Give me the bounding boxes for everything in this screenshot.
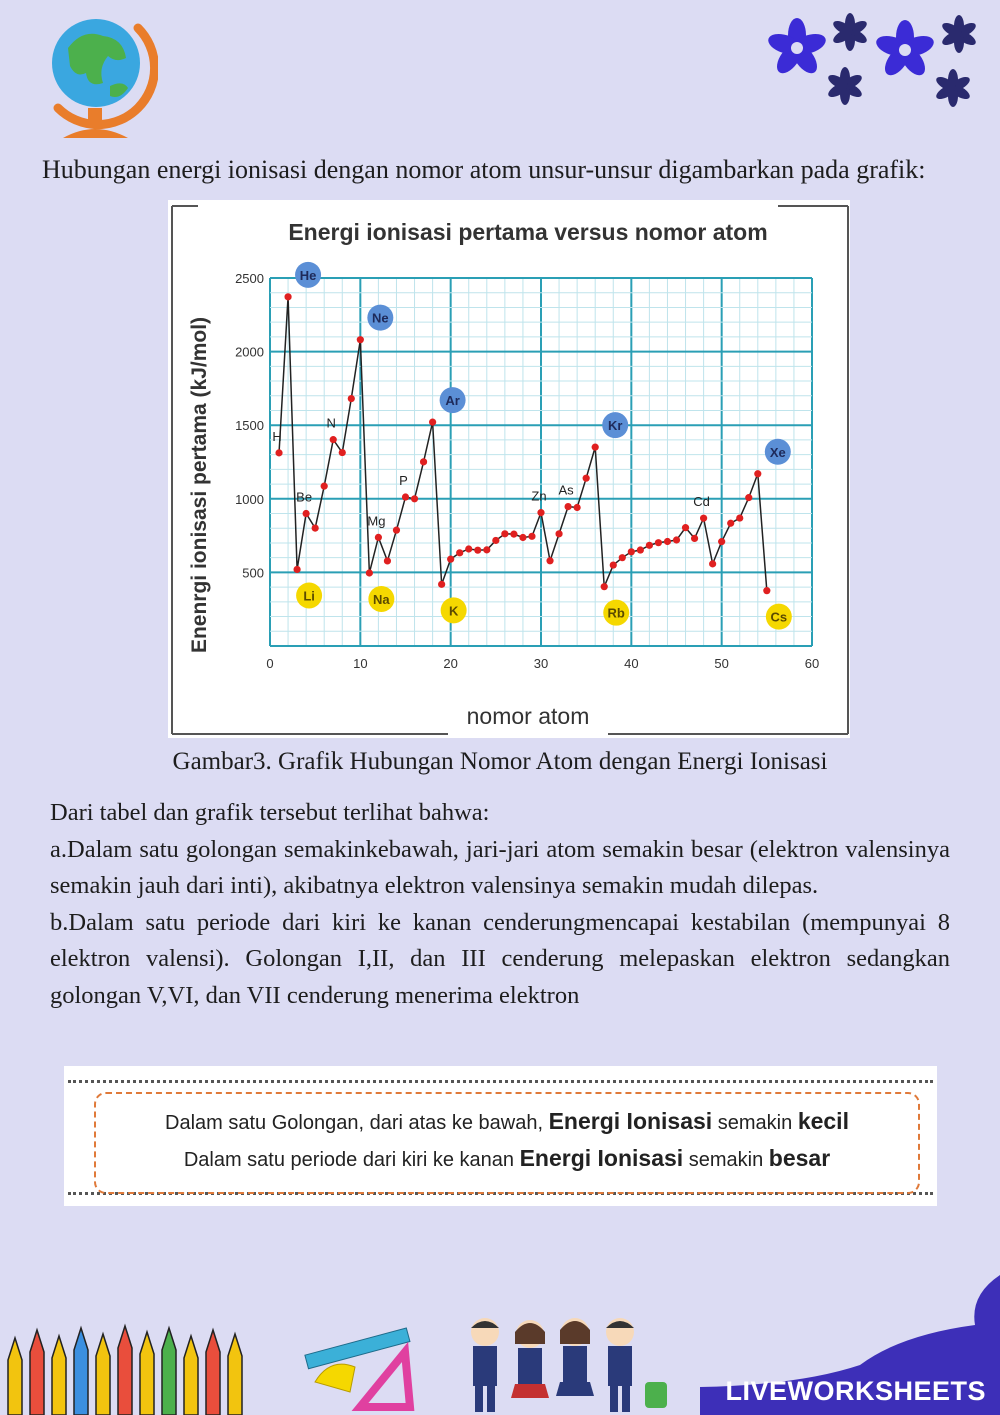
data-point xyxy=(429,419,436,426)
element-label: N xyxy=(326,415,336,431)
ruler-triangle-icon xyxy=(300,1312,420,1412)
data-point xyxy=(284,293,291,300)
body-point-a: a.Dalam satu golongan semakinkebawah, jari-jari atom semakin besar (elektron valensinya semakin jauh dari inti), akibatnya elektron valensinya semakin mudah dilepas. xyxy=(50,835,950,899)
data-point xyxy=(447,556,454,563)
element-label: Mg xyxy=(367,513,386,529)
data-point xyxy=(528,533,535,540)
data-point xyxy=(574,504,581,511)
data-point xyxy=(583,475,590,482)
data-point xyxy=(312,524,319,531)
element-label: Xe xyxy=(769,444,786,460)
data-point xyxy=(592,444,599,451)
summary-box xyxy=(64,1066,937,1206)
data-point xyxy=(664,538,671,545)
data-point xyxy=(501,530,508,537)
data-point xyxy=(565,503,572,510)
data-point xyxy=(601,583,608,590)
data-point xyxy=(628,548,635,555)
data-point xyxy=(330,436,337,443)
element-label: Cs xyxy=(770,609,788,625)
data-point xyxy=(375,534,382,541)
summary-line-1: Dalam satu Golongan, dari atas ke bawah, Energi Ionisasi semakin kecil xyxy=(165,1108,849,1134)
element-label: K xyxy=(448,603,459,619)
body-intro: Dari tabel dan grafik tersebut terlihat bahwa: xyxy=(50,799,490,826)
body-point-b: b.Dalam satu periode dari kiri ke kanan cenderungmencapai kestabilan (mempunyai 8 elektron valensi). Golongan I,II, dan III cenderung melepaskan elektron sedangkan golongan V,VI, dan VII cenderung menerima elektron xyxy=(50,908,950,1009)
data-point xyxy=(348,395,355,402)
data-point xyxy=(637,546,644,553)
data-point xyxy=(411,495,418,502)
data-point xyxy=(321,483,328,490)
data-point xyxy=(393,527,400,534)
data-point xyxy=(745,494,752,501)
element-label: Li xyxy=(303,588,315,604)
chart-xlabel: nomor atom xyxy=(466,703,590,729)
y-tick-label: 2000 xyxy=(235,344,264,360)
y-tick-label: 500 xyxy=(242,565,264,581)
ionization-chart xyxy=(168,200,850,738)
intro-text: Hubungan energi ionisasi dengan nomor atom unsur-unsur digambarkan pada grafik: xyxy=(42,155,926,184)
data-point xyxy=(610,561,617,568)
element-label: Zn xyxy=(531,488,547,504)
data-point xyxy=(682,524,689,531)
liveworksheets-watermark: LIVEWORKSHEETS xyxy=(725,1376,986,1406)
data-point xyxy=(474,547,481,554)
data-point xyxy=(357,336,364,343)
data-point xyxy=(275,449,282,456)
x-tick-label: 0 xyxy=(266,656,274,671)
data-point xyxy=(510,531,517,538)
data-point xyxy=(384,557,391,564)
chart-ylabel: Enenrgi ionisasi pertama (kJ/mol) xyxy=(188,316,211,654)
data-point xyxy=(483,546,490,553)
data-point xyxy=(366,569,373,576)
data-point xyxy=(763,587,770,594)
data-point xyxy=(339,449,346,456)
element-label: As xyxy=(558,482,574,498)
globe-icon xyxy=(28,8,158,148)
chart-title: Energi ionisasi pertama versus nomor atom xyxy=(288,219,768,245)
data-point xyxy=(420,458,427,465)
data-point xyxy=(727,520,734,527)
x-tick-label: 50 xyxy=(714,656,729,671)
data-point xyxy=(673,536,680,543)
element-label: H xyxy=(272,428,282,444)
element-label: Cd xyxy=(693,494,710,510)
element-label: Ne xyxy=(372,310,389,326)
y-tick-label: 2500 xyxy=(235,271,264,286)
element-label: Be xyxy=(296,489,313,505)
data-point xyxy=(546,557,553,564)
data-point xyxy=(492,537,499,544)
summary-frame xyxy=(94,1092,920,1194)
x-tick-label: 20 xyxy=(443,656,458,671)
students-icon xyxy=(455,1310,675,1415)
x-tick-label: 60 xyxy=(804,656,820,671)
chart-container xyxy=(168,200,850,738)
element-label: Rb xyxy=(607,605,625,621)
element-label: Kr xyxy=(607,418,623,434)
data-point xyxy=(537,509,544,516)
pencils-icon xyxy=(0,1320,260,1415)
data-point xyxy=(709,560,716,567)
y-tick-label: 1000 xyxy=(235,491,264,507)
summary-line-2: Dalam satu periode dari kiri ke kanan Energi Ionisasi semakin besar xyxy=(183,1145,831,1171)
figure-caption: Gambar3. Grafik Hubungan Nomor Atom dengan Energi Ionisasi xyxy=(172,748,828,775)
x-tick-label: 40 xyxy=(624,656,639,671)
data-point xyxy=(438,581,445,588)
data-point xyxy=(700,515,707,522)
data-point xyxy=(646,542,653,549)
data-point xyxy=(456,549,463,556)
data-point xyxy=(691,535,698,542)
data-point xyxy=(718,538,725,545)
data-point xyxy=(555,530,562,537)
element-label: P xyxy=(399,473,408,489)
data-point xyxy=(655,539,662,546)
data-point xyxy=(303,510,310,517)
data-point xyxy=(465,545,472,552)
y-tick-label: 1500 xyxy=(235,418,264,434)
data-point xyxy=(294,566,301,573)
data-point xyxy=(754,470,761,477)
data-point xyxy=(519,534,526,541)
data-point xyxy=(402,493,409,500)
data-point xyxy=(736,514,743,521)
data-point xyxy=(619,554,626,561)
flower-icons xyxy=(765,10,985,110)
element-label: He xyxy=(299,267,317,283)
body-text xyxy=(50,795,950,1014)
x-tick-label: 30 xyxy=(533,656,549,671)
x-tick-label: 10 xyxy=(353,656,368,671)
element-label: Ar xyxy=(445,393,460,409)
element-label: Na xyxy=(373,591,390,607)
